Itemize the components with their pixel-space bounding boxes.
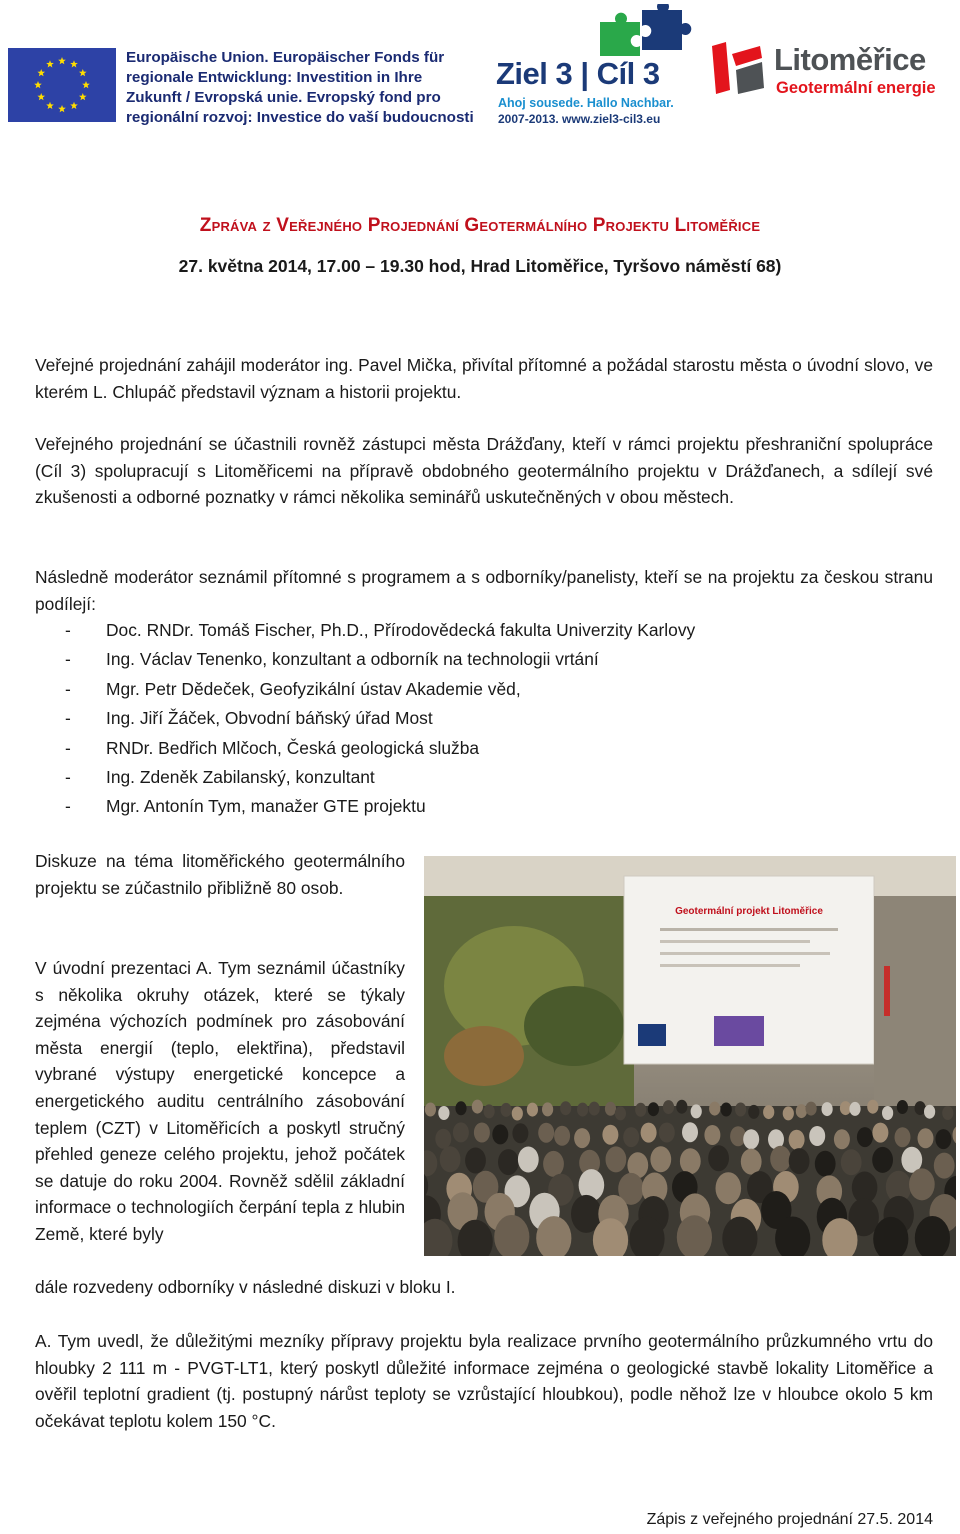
eu-text-line: regionální rozvoj: Investice do vaší budoucnosti xyxy=(126,109,474,126)
audience-head xyxy=(849,1102,860,1116)
audience-head xyxy=(682,1122,698,1142)
audience-head xyxy=(560,1101,571,1115)
audience-head xyxy=(501,1103,512,1117)
list-item: - RNDr. Bedřich Mlčoch, Česká geologická služba xyxy=(65,737,480,758)
list-item: - Mgr. Antonín Tym, manažer GTE projektu xyxy=(65,796,426,817)
audience-head xyxy=(425,1103,436,1117)
audience-head xyxy=(763,1105,774,1119)
puzzle-icon xyxy=(596,4,692,58)
audience-head xyxy=(796,1104,807,1118)
audience-head xyxy=(867,1100,878,1114)
audience-head xyxy=(942,1106,953,1120)
list-item: - Ing. Jiří Žáček, Obvodní báňský úřad Most xyxy=(65,708,433,729)
audience-head xyxy=(606,1146,627,1172)
eu-funding-text xyxy=(126,48,478,128)
audience-head xyxy=(935,1129,951,1149)
panelist-name: RNDr. Bedřich Mlčoch, Česká geologická služba xyxy=(106,737,480,758)
audience-head xyxy=(897,1100,908,1114)
paragraph-intro: Veřejné projednání zahájil moderátor ing. Pavel Mička, přivítal přítomné a požádal starostu města o úvodní slovo, ve kterém L. Chlupáč představil význam a historii projektu. xyxy=(35,355,933,402)
audience-head xyxy=(574,1128,590,1148)
paragraph-program: Následně moderátor seznámil přítomné s programem a s odborníky/panelisty, kteří se na projektu za českou stranu podílejí: xyxy=(35,567,933,614)
audience-head xyxy=(721,1103,732,1117)
audience-head xyxy=(882,1106,893,1120)
audience-head xyxy=(708,1145,729,1171)
audience-head xyxy=(589,1102,600,1116)
panelist-name: Ing. Zdeněk Zabilanský, konzultant xyxy=(106,766,375,787)
audience-head xyxy=(872,1147,893,1173)
ziel3-logo-title: Ziel 3 | Cíl 3 xyxy=(496,56,660,91)
audience-head xyxy=(492,1124,508,1144)
audience-head xyxy=(857,1127,873,1147)
audience-head xyxy=(577,1103,588,1117)
audience-head xyxy=(735,1103,746,1117)
audience-head xyxy=(709,1102,720,1116)
audience-head xyxy=(841,1149,862,1175)
eu-text-line: Europäische Union. Europäischer Fonds für xyxy=(126,49,445,66)
audience-head xyxy=(435,1129,451,1149)
panelist-name: Ing. Václav Tenenko, konzultant a odborník na technologii vrtání xyxy=(106,649,599,670)
audience-head xyxy=(498,1149,519,1175)
litomerice-logo-subtitle: Geotermální energie xyxy=(776,79,936,97)
paragraph-attendance: Diskuze na téma litoměřického geotermálního projektu se zúčastnilo přibližně 80 osob. xyxy=(35,851,405,898)
audience-head xyxy=(602,1125,618,1145)
list-item: - Ing. Zdeněk Zabilanský, konzultant xyxy=(65,766,375,787)
audience-head xyxy=(840,1101,851,1115)
paragraph-dresden: Veřejného projednání se účastnili rovněž zástupci města Drážďany, kteří v rámci projektu přeshraniční spolupráce (Cíl 3) spolupracují s Litoměřicemi na přípravě obdobného geotermálního projektu v Drážďanech, a sdílejí své zkušenosti a odborné poznatky v rámci několika seminářů uskutečněných v obou městech. xyxy=(35,434,933,507)
audience-head xyxy=(806,1102,817,1116)
audience-head xyxy=(789,1130,805,1150)
audience-head xyxy=(527,1103,538,1117)
audience-head xyxy=(641,1123,657,1143)
audience-head xyxy=(472,1100,483,1114)
paragraph-presentation-end: dále rozvedeny odborníky v následné diskuzi v bloku I. xyxy=(35,1277,456,1297)
panelist-name: Ing. Jiří Žáček, Obvodní báňský úřad Most xyxy=(106,708,433,729)
audience-head xyxy=(822,1102,833,1116)
audience-head xyxy=(676,1100,687,1114)
audience-head xyxy=(542,1102,553,1116)
audience-head xyxy=(770,1146,791,1172)
audience-head xyxy=(783,1106,794,1120)
audience-head xyxy=(543,1151,564,1177)
panelist-name: Doc. RNDr. Tomáš Fischer, Ph.D., Přírodovědecká fakulta Univerzity Karlovy xyxy=(106,620,696,640)
audience-head xyxy=(538,1123,554,1143)
audience-head xyxy=(512,1107,523,1121)
paragraph-presentation: V úvodní prezentaci A. Tym seznámil účastníky s několika okruhy otázek, které se týkaly zejména výchozích podmínek pro zásobování města energií (teplo, elektřina), představil vybrané výstupy energetické koncepce a energetického auditu centrálního zásobování teplem (CZT) v Litoměřicích a poskytl stručný přehled geneze celého projektu, jehož počátek se datuje do roku 2004. Rovněž sdělil základní informace o technologiích čerpání tepla z hlubin Země, které byly xyxy=(35,958,405,1244)
document-subtitle: 27. května 2014, 17.00 – 19.30 hod, Hrad Litoměřice, Tyršovo náměstí 68) xyxy=(178,256,782,276)
audience-head xyxy=(663,1100,674,1114)
list-item: - Doc. RNDr. Tomáš Fischer, Ph.D., Přírodovědecká fakulta Univerzity Karlovy xyxy=(65,620,696,640)
audience-head xyxy=(895,1127,911,1147)
audience-head xyxy=(918,1128,934,1148)
audience-head xyxy=(815,1151,836,1177)
list-item: - Ing. Václav Tenenko, konzultant a odborník na technologii vrtání xyxy=(65,649,599,670)
audience-head xyxy=(623,1127,639,1147)
audience-head xyxy=(691,1104,702,1118)
eu-text-line: Zukunft / Evropská unie. Evropský fond pro xyxy=(126,89,441,106)
audience-head xyxy=(512,1123,528,1143)
audience-head xyxy=(474,1123,490,1143)
ziel3-url: 2007-2013. www.ziel3-cil3.eu xyxy=(498,112,661,126)
audience-head xyxy=(648,1102,659,1116)
audience-head xyxy=(605,1102,616,1116)
audience-head xyxy=(453,1122,469,1142)
ziel3-slogan: Ahoj sousede. Hallo Nachbar. xyxy=(498,96,674,110)
audience-head xyxy=(704,1125,720,1145)
document-title: Zpráva z Veřejného Projednání Geotermálního Projektu Litoměřice xyxy=(199,215,761,236)
audience-head xyxy=(809,1126,825,1146)
audience-head xyxy=(484,1104,495,1118)
panelist-list xyxy=(65,616,925,822)
audience-head xyxy=(680,1148,701,1174)
litomerice-logo-name: Litoměřice xyxy=(774,42,926,77)
audience-head xyxy=(909,1168,935,1200)
audience-head xyxy=(915,1101,926,1115)
audience-head xyxy=(455,1101,466,1115)
litomerice-logo-icon xyxy=(708,40,766,96)
meeting-photo xyxy=(424,856,956,1256)
audience-head xyxy=(438,1106,449,1120)
audience-head xyxy=(716,1172,742,1204)
audience-head xyxy=(659,1123,675,1143)
audience-head xyxy=(615,1106,626,1120)
panelist-name: Mgr. Antonín Tym, manažer GTE projektu xyxy=(106,796,426,817)
audience-head xyxy=(554,1126,570,1146)
audience-head xyxy=(924,1105,935,1119)
audience-head xyxy=(743,1129,759,1149)
audience-head xyxy=(741,1149,762,1175)
page-footer: Zápis z veřejného projednání 27.5. 2014 xyxy=(646,1511,933,1528)
audience-head xyxy=(748,1105,759,1119)
audience-head xyxy=(440,1146,461,1172)
audience-head xyxy=(872,1123,888,1143)
audience-head xyxy=(934,1153,955,1179)
audience-head xyxy=(650,1146,671,1172)
list-item: - Mgr. Petr Dědeček, Geofyzikální ústav Akademie věd, xyxy=(65,678,521,699)
slide-title: Geotermální projekt Litoměřice xyxy=(675,906,823,917)
eu-text-line: regionale Entwicklung: Investition in Ihre xyxy=(126,69,423,86)
audience-head xyxy=(635,1103,646,1117)
audience-head xyxy=(834,1129,850,1149)
paragraph-borehole: A. Tym uvedl, že důležitými mezníky přípravy projektu byla realizace prvního geotermálního průzkumného vrtu do hloubky 2 111 m - PVGT-LT1, který poskytl důležité informace zejména o geologické stavbě lokality Litoměřice a ověřil teplotní gradient (tj. postupný nárůst teploty se vzrůstající hloubkou), podle něhož lze v hloubce okolo 5 km očekávat teplotu kolem 150 °C. xyxy=(35,1331,933,1431)
eu-flag-logo xyxy=(8,48,116,122)
panelist-name: Mgr. Petr Dědeček, Geofyzikální ústav Akademie věd, xyxy=(106,678,521,699)
audience-head xyxy=(518,1147,539,1173)
audience-head xyxy=(465,1148,486,1174)
audience-head xyxy=(789,1148,810,1174)
